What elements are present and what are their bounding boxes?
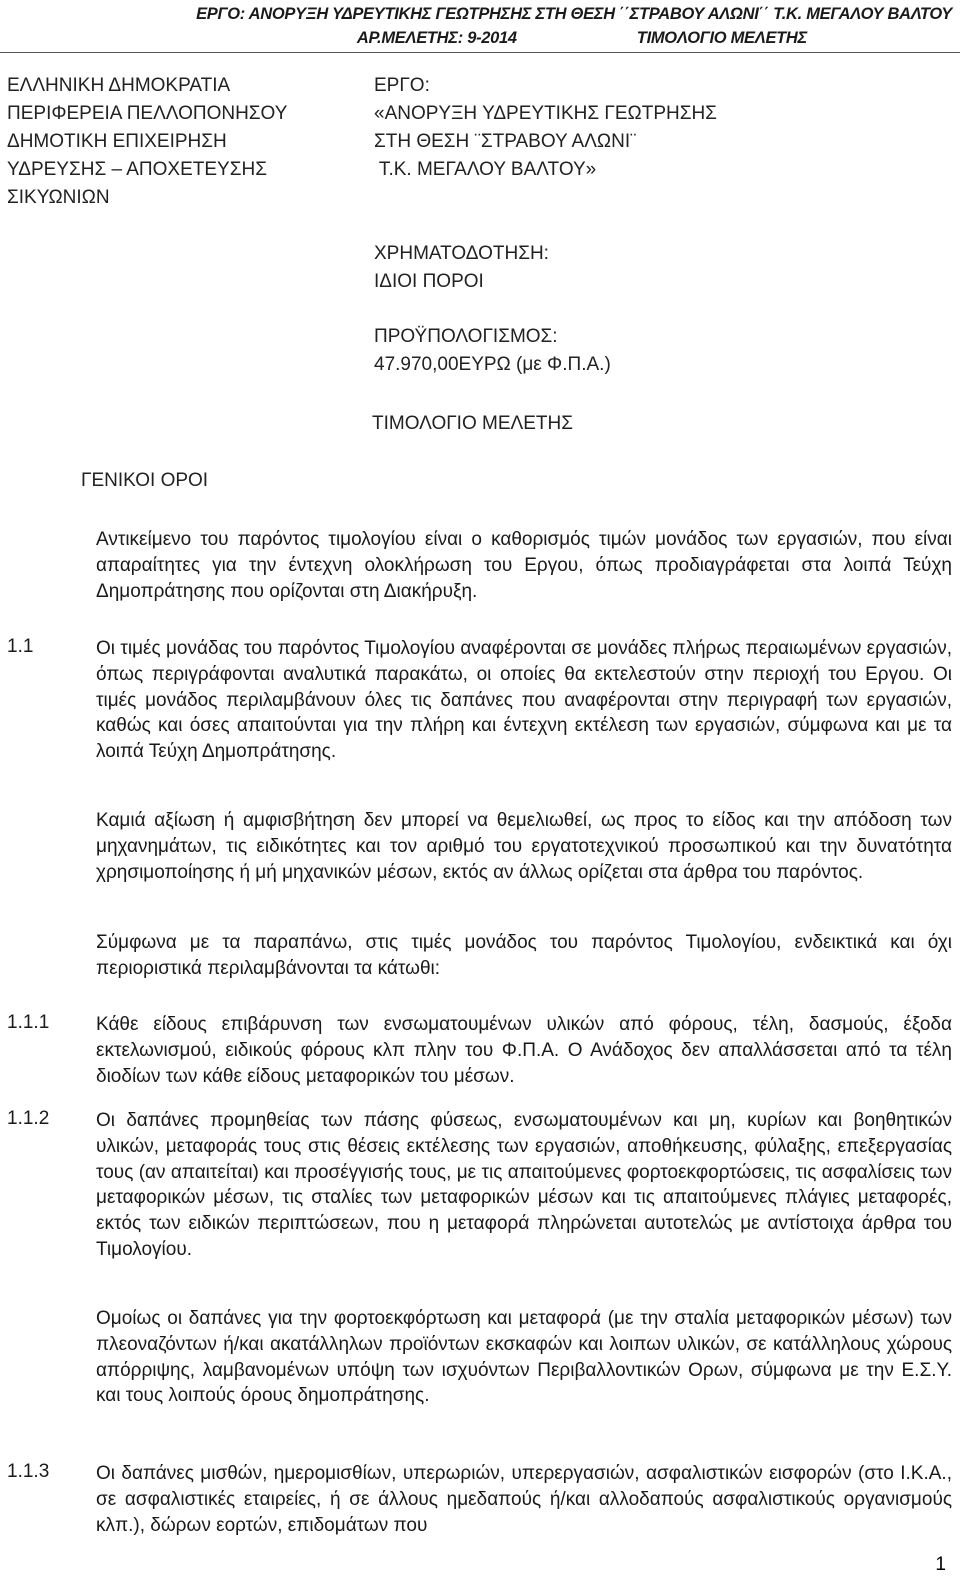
budget-label: ΠΡΟΫΠΟΛΟΓΙΣΜΟΣ: bbox=[374, 326, 558, 347]
issuer-line: ΠΕΡΙΦΕΡΕΙΑ ΠΕΛΛΟΠΟΝΗΣΟΥ bbox=[7, 103, 288, 124]
budget-value: 47.970,00ΕΥΡΩ (με Φ.Π.Α.) bbox=[374, 354, 611, 375]
section-paragraph: Οι δαπάνες προμηθείας των πάσης φύσεως, ενσωματουμένων και μη, κυρίων και βοηθητικών υλικών, μεταφοράς τους στις θέσεις εκτέλεσης των εργασιών, αποθήκευσης, φύλαξης, επεξεργασίας τους (αν απαιτείται) και προσέγγισής τους, με τις απαιτούμενες φορτοεκφορτώσεις, τις ασφαλίσεις των μεταφορικών μέσων, τις σταλίες των μεταφορικών μέσων και τις απαιτούμενες πλάγιες μεταφορές, εκτός των ειδικών περιπτώσεων, που η μεταφορά πληρώνεται αυτοτελώς με αντίστοιχα άρθρα του Τιμολογίου. bbox=[96, 1110, 952, 1260]
funding-label: ΧΡΗΜΑΤΟΔΟΤΗΣΗ: bbox=[374, 243, 549, 264]
section-paragraph: Ομοίως οι δαπάνες για την φορτοεκφόρτωση και μεταφορά (με την σταλία μεταφορικών μέσων) των πλεοναζόντων ή/και ακατάλληλων προϊόντων εκσκαφών και λοιπων υλικών, σε κατάλληλους χώρους απόρριψης, λαμβανομένων υπόψη των ισχυόντων Περιβαλλοντικών Ορων, σύμφωνα με την Ε.Σ.Υ. και τους λοιπούς όρους δημοπράτησης. bbox=[96, 1308, 952, 1407]
intro-paragraph bbox=[96, 527, 952, 604]
section-paragraph: Κάθε είδους επιβάρυνση των ενσωματουμένων υλικών από φόρους, τέλη, δασμούς, έξοδα εκτελωνισμού, ειδικούς φόρους κλπ πλην του Φ.Π.Α. Ο Ανάδοχος δεν απαλλάσσεται από τα τέλη διοδίων των κάθε είδους μεταφορικών του μέσων. bbox=[96, 1014, 952, 1087]
page-number: 1 bbox=[935, 1554, 946, 1575]
price-list-title: ΤΙΜΟΛΟΓΙΟ ΜΕΛΕΤΗΣ bbox=[372, 413, 573, 434]
project-block bbox=[374, 72, 717, 184]
project-line: Τ.Κ. ΜΕΓΑΛΟΥ ΒΑΛΤΟΥ» bbox=[374, 159, 597, 180]
header-divider bbox=[0, 52, 960, 53]
section-1-1-2 bbox=[96, 1108, 952, 1263]
intro-text: Αντικείμενο του παρόντος τιμολογίου είναι ο καθορισμός τιμών μονάδος των εργασιών, που είναι απαραίτητες για την έντεχνη ολοκλήρωση του Εργου, όπως προδιαγράφεται στα λοιπά Τεύχη Δημοπράτησης που ορίζονται στη Διακήρυξη. bbox=[96, 529, 952, 602]
running-header-project: ΕΡΓΟ: ΑΝΟΡΥΞΗ ΥΔΡΕΥΤΙΚΗΣ ΓΕΩΤΡΗΣΗΣ ΣΤΗ ΘΕΣΗ ΄΄ΣΤΡΑΒΟΥ ΑΛΩΝΙ΄΄ Τ.Κ. ΜΕΓΑΛΟΥ ΒΑΛΤΟΥ bbox=[196, 5, 952, 23]
section-paragraph: Σύμφωνα με τα παραπάνω, στις τιμές μονάδος του παρόντος Τιμολογίου, ενδεικτικά και όχι περιοριστικά περιλαμβάνονται τα κάτωθι: bbox=[96, 932, 952, 979]
issuer-line: ΥΔΡΕΥΣΗΣ – ΑΠΟΧΕΤΕΥΣΗΣ bbox=[7, 159, 267, 180]
funding-block bbox=[374, 240, 549, 296]
issuer-block bbox=[7, 72, 337, 212]
section-1-1-2-p2 bbox=[96, 1306, 952, 1409]
section-1-1-3 bbox=[96, 1461, 952, 1538]
running-header-doc-title: ΤΙΜΟΛΟΓΙΟ ΜΕΛΕΤΗΣ bbox=[636, 29, 807, 47]
running-header bbox=[196, 2, 952, 50]
project-line: «ΑΝΟΡΥΞΗ ΥΔΡΕΥΤΙΚΗΣ ΓΕΩΤΡΗΣΗΣ bbox=[374, 103, 717, 124]
section-1-1-p3 bbox=[96, 930, 952, 982]
project-line: ΣΤΗ ΘΕΣΗ ¨ΣΤΡΑΒΟΥ ΑΛΩΝΙ¨ bbox=[374, 131, 637, 152]
section-1-1-1 bbox=[96, 1012, 952, 1089]
project-label: ΕΡΓΟ: bbox=[374, 75, 430, 96]
section-1-1-p2 bbox=[96, 808, 952, 885]
general-terms-title: ΓΕΝΙΚΟΙ ΟΡΟΙ bbox=[81, 470, 209, 491]
section-paragraph: Οι τιμές μονάδας του παρόντος Τιμολογίου αναφέρονται σε μονάδες πλήρως περαιωμένων εργασιών, όπως περιγράφονται αναλυτικά παρακάτω, οι οποίες θα εκτελεστούν στην περιοχή του Εργου. Οι τιμές μονάδος περιλαμβάνουν όλες τις δαπάνες που αναφέρονται στην περιγραφή των εργασιών, καθώς και όσες απαιτούνται για την πλήρη και έντεχνη εκτέλεση των εργασιών, σύμφωνα και με τα λοιπά Τεύχη Δημοπράτησης. bbox=[96, 638, 952, 763]
issuer-line: ΣΙΚΥΩΝΙΩΝ bbox=[7, 187, 110, 208]
section-number: 1.1 bbox=[7, 636, 34, 657]
section-number: 1.1.2 bbox=[7, 1108, 50, 1129]
section-paragraph: Καμιά αξίωση ή αμφισβήτηση δεν μπορεί να θεμελιωθεί, ως προς το είδος και την απόδοση των μηχανημάτων, τις ειδικότητες και τον αριθμό του εργατοτεχνικού προσωπικού και την δυνατότητα χρησιμοποίησης ή μή μηχανικών μέσων, εκτός αν άλλως ορίζεται στα άρθρα του παρόντος. bbox=[96, 810, 952, 883]
section-number: 1.1.1 bbox=[7, 1012, 50, 1033]
funding-value: ΙΔΙΟΙ ΠΟΡΟΙ bbox=[374, 271, 484, 292]
issuer-line: ΕΛΛΗΝΙΚΗ ΔΗΜΟΚΡΑΤΙΑ bbox=[7, 75, 231, 96]
section-number: 1.1.3 bbox=[7, 1461, 50, 1482]
running-header-study-no: ΑΡ.ΜΕΛΕΤΗΣ: 9-2014 bbox=[356, 29, 517, 47]
section-paragraph: Οι δαπάνες μισθών, ημερομισθίων, υπερωριών, υπερεργασιών, ασφαλιστικών εισφορών (στο Ι.Κ.Α., σε ασφαλιστικές εταιρείες, ή σε άλλους ημεδαπούς ή/και αλλοδαπούς ασφαλιστικούς οργανισμούς κλπ.), δώρων εορτών, επιδομάτων που bbox=[96, 1463, 952, 1536]
budget-block bbox=[374, 323, 611, 379]
issuer-line: ΔΗΜΟΤΙΚΗ ΕΠΙΧΕΙΡΗΣΗ bbox=[7, 131, 227, 152]
section-1-1 bbox=[96, 636, 952, 765]
